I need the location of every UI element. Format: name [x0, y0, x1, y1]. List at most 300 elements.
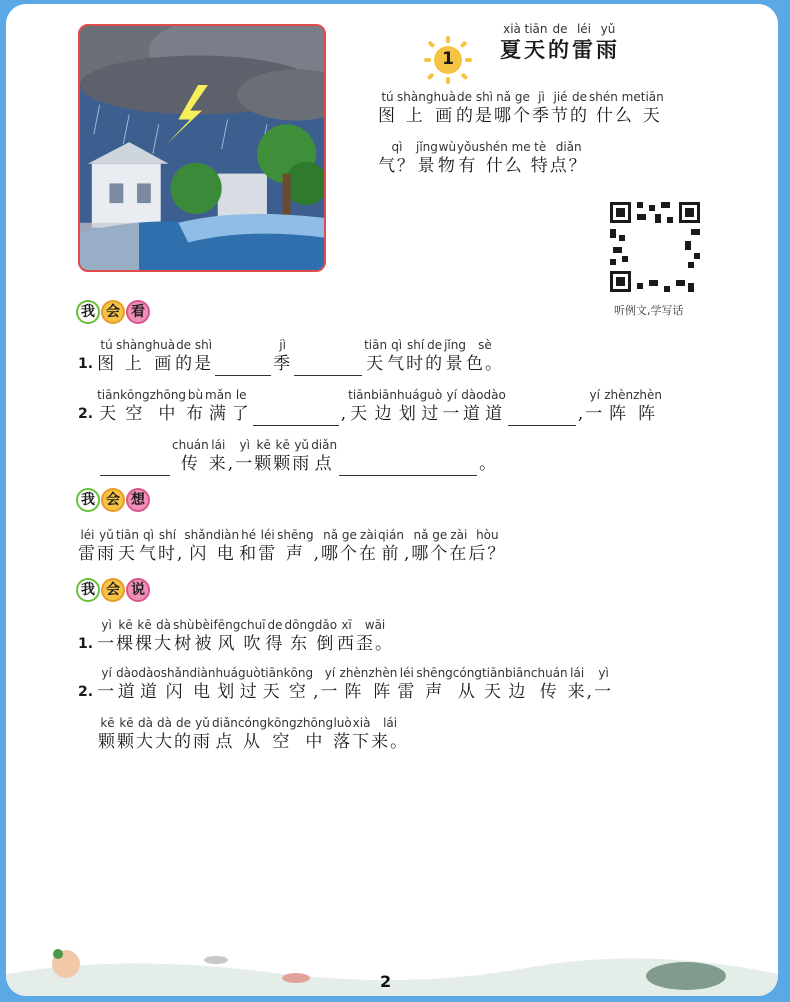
pinyin-text: shēng — [416, 666, 453, 680]
hanzi-text: 从 — [457, 682, 477, 702]
hanzi-text: 电 — [192, 682, 212, 702]
hanzi-text: 天 — [99, 404, 119, 424]
hanzi-text: 上 — [124, 354, 144, 374]
pinyin-text — [341, 388, 348, 402]
question-number: 2. — [78, 406, 94, 422]
question-number: 1. — [78, 636, 94, 652]
pinyin-text: yǒu — [456, 140, 479, 154]
hanzi-text: 夏 — [500, 38, 524, 62]
pinyin-text — [313, 666, 320, 680]
look-q1-part-b — [273, 338, 292, 376]
hanzi-text: 阵 — [344, 682, 364, 702]
pinyin-text: shí — [158, 528, 177, 542]
pinyin-text: diàn — [189, 666, 216, 680]
pinyin-word — [313, 666, 320, 704]
pinyin-text: shù — [173, 618, 195, 632]
say-sentence-2-cont — [98, 716, 409, 754]
pinyin-text: nǎ ge — [323, 528, 357, 542]
pinyin-text: guò — [238, 666, 261, 680]
pinyin-text: dǎo — [314, 618, 338, 632]
pinyin-word — [284, 666, 314, 704]
pinyin-text: lái — [383, 716, 398, 730]
look-q2-part-a — [97, 388, 251, 426]
pinyin-text: hòu — [476, 528, 499, 542]
intro-line-2 — [378, 140, 588, 178]
pinyin-text: dào — [116, 666, 139, 680]
pinyin-text: shàng — [116, 338, 153, 352]
pinyin-word — [267, 716, 297, 754]
pinyin-word — [532, 90, 551, 128]
pinyin-word — [266, 618, 285, 656]
hanzi-text: 空 — [125, 404, 145, 424]
hanzi-text: 来 — [567, 682, 587, 702]
pinyin-word — [116, 618, 135, 656]
hanzi-text: 落 — [333, 732, 353, 752]
pinyin-word — [371, 716, 409, 754]
pinyin-text: de — [176, 716, 191, 730]
hanzi-text: 道 — [462, 404, 482, 424]
hanzi-text: 来。 — [371, 732, 410, 752]
hanzi-text: 边 — [374, 404, 394, 424]
hanzi-text: 声 — [285, 544, 305, 564]
pinyin-text: dào — [138, 666, 161, 680]
pinyin-word — [449, 528, 468, 566]
say-sentence-2 — [78, 666, 613, 704]
pinyin-word — [174, 716, 193, 754]
pinyin-word — [190, 666, 216, 704]
hanzi-text: 雨 — [596, 38, 620, 62]
hanzi-text: 时 — [158, 544, 177, 564]
look-q1-part-a — [97, 338, 213, 376]
pinyin-text: diǎn — [311, 438, 338, 452]
look-q2-part-c — [578, 388, 662, 426]
hanzi-text: 得 — [265, 634, 285, 654]
say-q2-line-1 — [97, 666, 613, 704]
hanzi-text: 天 — [524, 38, 548, 62]
lesson-title-block — [424, 22, 684, 82]
pinyin-text: diàn — [213, 528, 240, 542]
hanzi-text: 一 — [235, 454, 255, 474]
hanzi-text: , — [177, 544, 185, 564]
pinyin-word — [468, 528, 506, 566]
hanzi-text: 西 — [337, 634, 357, 654]
pinyin-word — [214, 618, 241, 656]
hanzi-text: 道 — [140, 682, 160, 702]
answer-blank[interactable] — [339, 454, 477, 476]
pinyin-text: hé — [241, 528, 257, 542]
hanzi-text: 一 — [594, 682, 614, 702]
pinyin-text: huà — [152, 338, 176, 352]
hanzi-text: 画 — [435, 106, 455, 126]
pinyin-word — [184, 528, 213, 566]
pinyin-word — [239, 528, 258, 566]
section-badge-char: 看 — [126, 300, 150, 324]
pinyin-word — [479, 438, 498, 476]
pinyin-word — [240, 618, 265, 656]
pinyin-text: de — [552, 22, 568, 36]
qr-code-icon[interactable] — [610, 202, 700, 292]
pinyin-text: mǎn — [205, 388, 232, 402]
pinyin-word — [138, 666, 160, 704]
hanzi-text: 的 — [548, 38, 572, 62]
pinyin-word — [97, 388, 120, 426]
hanzi-text: 气 — [387, 354, 407, 374]
pinyin-text: zhèn — [604, 388, 634, 402]
pinyin-text: dōng — [284, 618, 315, 632]
pinyin-text: nǎ ge — [496, 90, 530, 104]
pinyin-text: kē — [275, 438, 290, 452]
answer-blank[interactable] — [215, 354, 271, 376]
pinyin-text: huà — [433, 90, 457, 104]
pinyin-word — [213, 528, 239, 566]
pinyin-word — [78, 528, 97, 566]
hanzi-text: 棵 — [135, 634, 155, 654]
hanzi-text: 的是 — [456, 106, 495, 126]
pinyin-text: qì — [391, 338, 403, 352]
question-number: 1. — [78, 356, 94, 372]
pinyin-word — [524, 22, 548, 64]
pinyin-text: tè — [534, 140, 547, 154]
hanzi-text: 图 — [378, 106, 397, 126]
hanzi-text: 一 — [585, 404, 605, 424]
pinyin-word — [456, 90, 494, 128]
hanzi-text: 气 — [139, 544, 158, 564]
hanzi-text: 过 — [239, 682, 259, 702]
pinyin-text — [177, 528, 184, 542]
hanzi-text: 在 — [449, 544, 469, 564]
pinyin-text: tiān — [260, 666, 284, 680]
pinyin-word — [173, 618, 194, 656]
pinyin-word — [311, 438, 337, 476]
hanzi-text: 点？ — [549, 156, 588, 176]
hanzi-text: 了 — [231, 404, 251, 424]
answer-blank[interactable] — [253, 404, 339, 426]
hanzi-text: 雨 — [292, 454, 312, 474]
section-badge-char: 会 — [101, 578, 125, 602]
pinyin-text: shǎn — [184, 528, 214, 542]
hanzi-text: 一 — [97, 682, 117, 702]
hanzi-text: 雷 — [572, 38, 596, 62]
pinyin-word — [175, 338, 213, 376]
pinyin-word — [397, 666, 416, 704]
hanzi-text: 来 — [208, 454, 228, 474]
pinyin-word — [397, 90, 433, 128]
pinyin-word — [420, 388, 443, 426]
pinyin-word — [314, 528, 321, 566]
hanzi-text: 闪 — [189, 544, 209, 564]
pinyin-word — [378, 528, 404, 566]
hanzi-text: 电 — [216, 544, 236, 564]
look-q2-part-b — [341, 388, 506, 426]
pinyin-text: zhōng — [296, 716, 334, 730]
hanzi-text: 风 — [217, 634, 237, 654]
pinyin-word — [158, 528, 177, 566]
pinyin-word — [172, 438, 209, 476]
pinyin-text: tiān — [481, 666, 505, 680]
hanzi-text: 上 — [405, 106, 425, 126]
pinyin-word — [406, 338, 425, 376]
pinyin-word — [578, 388, 585, 426]
hanzi-text: 一 — [442, 404, 462, 424]
pinyin-text: kōng — [283, 666, 314, 680]
hanzi-text: 传 — [180, 454, 200, 474]
pinyin-text: léi — [80, 528, 95, 542]
pinyin-word — [177, 528, 184, 566]
pinyin-word — [587, 666, 594, 704]
hanzi-text: 传 — [539, 682, 559, 702]
hanzi-text: 物 — [437, 156, 457, 176]
look-q1-part-c — [364, 338, 504, 376]
pinyin-word — [585, 388, 604, 426]
section-badge-say — [76, 578, 151, 602]
hanzi-text: 的 — [425, 354, 445, 374]
pinyin-word — [97, 338, 116, 376]
pinyin-text — [314, 528, 321, 542]
hanzi-text: 被 — [194, 634, 214, 654]
hanzi-text: 天 — [262, 682, 282, 702]
hanzi-text: 阵 — [609, 404, 629, 424]
pinyin-word — [371, 388, 397, 426]
hanzi-text: 倒 — [316, 634, 336, 654]
pinyin-word — [604, 388, 633, 426]
look-q2-part-d — [172, 438, 337, 476]
pinyin-word — [116, 528, 139, 566]
hanzi-text: 布 — [186, 404, 206, 424]
pinyin-text: tiān — [364, 338, 388, 352]
page-number: 2 — [380, 972, 392, 991]
hanzi-text: 阵 — [638, 404, 658, 424]
pinyin-text: kē — [119, 716, 134, 730]
hanzi-text: 点 — [215, 732, 235, 752]
pinyin-word — [416, 666, 452, 704]
hanzi-text: 景 — [417, 156, 437, 176]
pinyin-word — [356, 618, 394, 656]
pinyin-word — [378, 140, 416, 178]
pinyin-text: nǎ ge — [413, 528, 448, 542]
pinyin-word — [193, 716, 212, 754]
pinyin-text: yì — [101, 618, 112, 632]
pinyin-text: yì — [239, 438, 250, 452]
pinyin-text: qì — [143, 528, 154, 542]
hanzi-text: 有 — [458, 156, 478, 176]
hanzi-text: 季 — [273, 354, 293, 374]
lesson-title — [500, 22, 620, 64]
pinyin-text: jǐng — [416, 140, 438, 154]
pinyin-word — [150, 388, 186, 426]
pinyin-text: chuán — [172, 438, 209, 452]
hanzi-text: , — [227, 454, 236, 474]
hanzi-text: 季 — [532, 106, 552, 126]
pinyin-text: huá — [397, 388, 420, 402]
pinyin-text: de — [572, 90, 588, 104]
pinyin-word — [116, 666, 138, 704]
pinyin-word — [568, 666, 587, 704]
pinyin-word — [359, 528, 378, 566]
intro-line-1 — [378, 90, 664, 128]
pinyin-text: kē — [100, 716, 115, 730]
hanzi-text: 棵 — [116, 634, 136, 654]
pinyin-word — [466, 338, 504, 376]
hanzi-text: , — [586, 682, 595, 702]
pinyin-text: yì — [598, 666, 609, 680]
pinyin-word — [453, 666, 482, 704]
section-badge-char: 想 — [126, 488, 150, 512]
pinyin-word — [641, 90, 664, 128]
pinyin-word — [438, 140, 457, 178]
pinyin-word — [254, 438, 273, 476]
pinyin-text: tiān — [524, 22, 548, 36]
pinyin-word — [333, 716, 352, 754]
footer-decoration — [6, 934, 778, 996]
answer-blank[interactable] — [294, 354, 362, 376]
pinyin-word — [258, 528, 277, 566]
pinyin-text: jǐng — [444, 338, 466, 352]
pinyin-word — [364, 338, 387, 376]
hanzi-text: 画 — [154, 354, 174, 374]
pinyin-word — [232, 388, 251, 426]
pinyin-text: xī — [341, 618, 352, 632]
hanzi-text: 天 — [483, 682, 503, 702]
hanzi-text: 。 — [479, 454, 499, 474]
pinyin-text: jì — [538, 90, 545, 104]
hanzi-text: 雷 — [258, 544, 278, 564]
hanzi-text: 节 — [551, 106, 571, 126]
say-sentence-1 — [78, 618, 394, 656]
hanzi-text: 大 — [155, 732, 174, 752]
section-badge-char: 我 — [76, 578, 100, 602]
pinyin-text: shén me — [589, 90, 641, 104]
pinyin-word — [461, 388, 483, 426]
section-badge-char: 会 — [101, 300, 125, 324]
hanzi-text: 和 — [239, 544, 259, 564]
pinyin-text: chuī — [240, 618, 266, 632]
pinyin-word — [425, 338, 444, 376]
hanzi-text: 气？ — [378, 156, 416, 176]
say-q1-words — [97, 618, 394, 656]
pinyin-text: léi — [576, 22, 592, 36]
pinyin-text: zhèn — [339, 666, 369, 680]
pinyin-text: qì — [391, 140, 403, 154]
pinyin-text: zài — [450, 528, 468, 542]
hanzi-text: 过 — [421, 404, 441, 424]
look-q2-part-e — [479, 438, 498, 476]
pinyin-text: shēng — [277, 528, 314, 542]
hanzi-text: 大 — [136, 732, 155, 752]
pinyin-word — [228, 438, 235, 476]
hanzi-text: 哪个 — [411, 544, 450, 564]
look-question-2 — [78, 388, 662, 426]
pinyin-text: de shì — [176, 338, 213, 352]
hanzi-text: 空 — [288, 682, 308, 702]
pinyin-word — [416, 140, 438, 178]
pinyin-text: dà — [157, 716, 172, 730]
pinyin-word — [297, 716, 333, 754]
pinyin-word — [273, 338, 292, 376]
pinyin-word — [205, 388, 232, 426]
thunderstorm-illustration — [78, 24, 326, 272]
pinyin-text: lái — [570, 666, 585, 680]
hanzi-text: , — [340, 404, 349, 424]
hanzi-text: 歪。 — [356, 634, 395, 654]
hanzi-text: 道 — [117, 682, 137, 702]
pinyin-text — [479, 438, 498, 452]
hanzi-text: 天 — [350, 404, 370, 424]
pinyin-word — [505, 666, 531, 704]
answer-blank[interactable] — [100, 454, 170, 476]
hanzi-text: 声 — [425, 682, 445, 702]
pinyin-text: shàng — [397, 90, 434, 104]
pinyin-word — [238, 716, 267, 754]
pinyin-word — [596, 22, 620, 64]
pinyin-word — [321, 666, 340, 704]
pinyin-text: jié — [553, 90, 568, 104]
hanzi-text: 阵 — [373, 682, 393, 702]
answer-blank[interactable] — [508, 404, 576, 426]
pinyin-text: qián — [378, 528, 404, 542]
pinyin-text: jì — [279, 338, 286, 352]
pinyin-word — [570, 90, 589, 128]
pinyin-text: wù — [438, 140, 457, 154]
pinyin-word — [195, 618, 214, 656]
pinyin-word — [551, 90, 570, 128]
section-badge-char: 我 — [76, 488, 100, 512]
pinyin-word — [215, 666, 238, 704]
hanzi-text: 什么 — [595, 106, 634, 126]
hanzi-text: 色。 — [465, 354, 504, 374]
pinyin-text: fēng — [213, 618, 241, 632]
pinyin-text: yí — [324, 666, 336, 680]
pinyin-text: kōng — [267, 716, 297, 730]
hanzi-text: 哪个 — [494, 106, 533, 126]
pinyin-word — [633, 388, 662, 426]
pinyin-text: dà — [138, 716, 153, 730]
pinyin-word — [482, 666, 505, 704]
hanzi-text: , — [577, 404, 586, 424]
pinyin-text: dào — [461, 388, 484, 402]
hanzi-text: , — [313, 544, 322, 564]
pinyin-word — [120, 388, 150, 426]
pinyin-text — [587, 666, 594, 680]
pinyin-text: yǔ — [294, 438, 310, 452]
pinyin-text: de — [427, 338, 443, 352]
pinyin-word — [404, 528, 411, 566]
pinyin-text: biān — [504, 666, 531, 680]
hanzi-text: 天 — [366, 354, 386, 374]
hanzi-text: 的是 — [175, 354, 214, 374]
pinyin-word — [479, 140, 531, 178]
pinyin-word — [411, 528, 449, 566]
hanzi-text: 雷 — [78, 544, 97, 564]
pinyin-text: biān — [371, 388, 398, 402]
pinyin-word — [387, 338, 406, 376]
pinyin-word — [235, 438, 254, 476]
think-question — [78, 528, 506, 566]
hanzi-text: 前 — [381, 544, 401, 564]
hanzi-text: 闪 — [165, 682, 185, 702]
pinyin-text: zhōng — [149, 388, 187, 402]
pinyin-text: léi — [399, 666, 414, 680]
hanzi-text: 道 — [485, 404, 505, 424]
pinyin-text: yǔ — [195, 716, 210, 730]
pinyin-text: kē — [118, 618, 133, 632]
pinyin-text: luò — [333, 716, 352, 730]
pinyin-word — [292, 438, 311, 476]
hanzi-text: 雨 — [97, 544, 116, 564]
hanzi-text: 吹 — [243, 634, 263, 654]
pinyin-word — [531, 140, 550, 178]
hanzi-text: 东 — [290, 634, 310, 654]
pinyin-text: shén me — [478, 140, 531, 154]
